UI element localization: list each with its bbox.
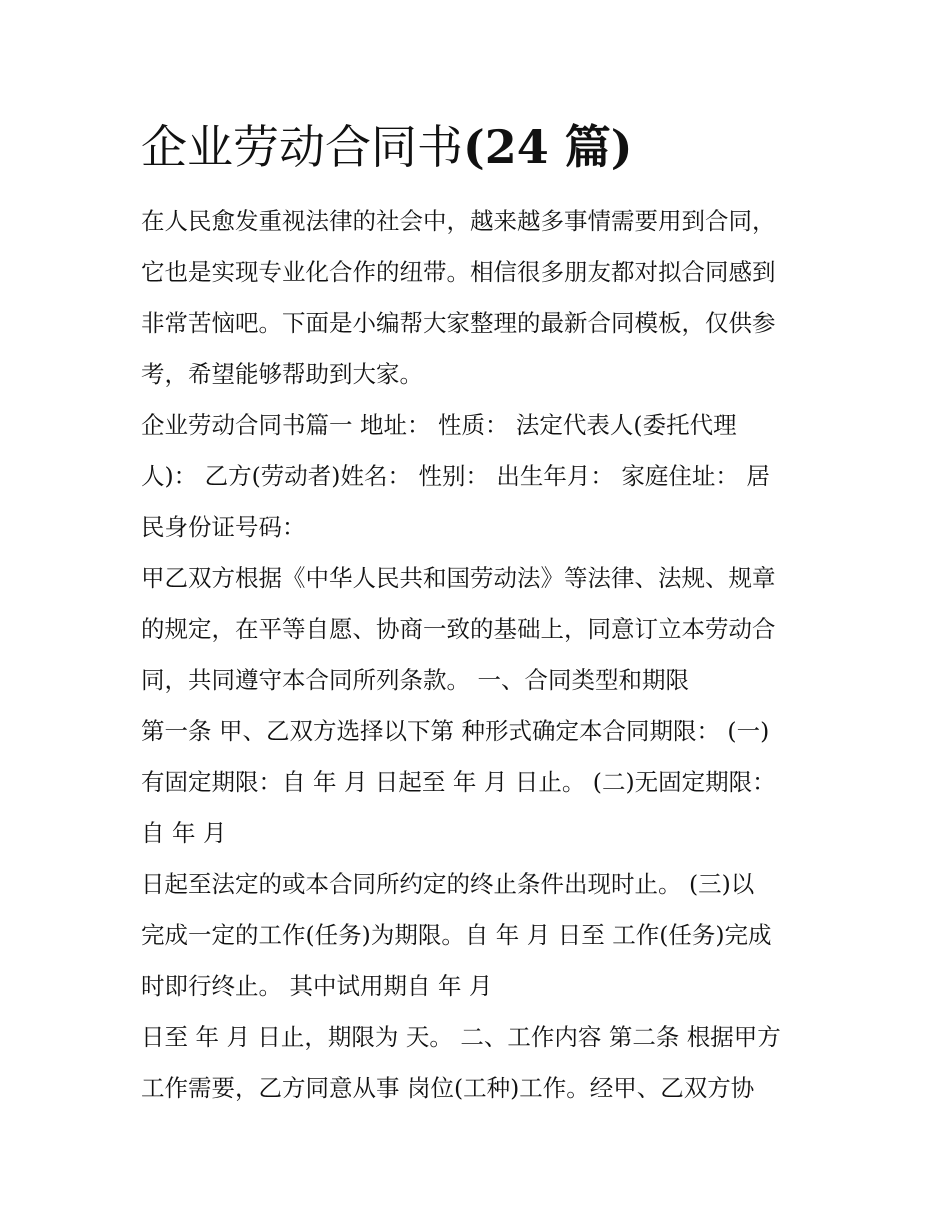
body-line: 它也是实现专业化合作的纽带。相信很多朋友都对拟合同感到 [141,258,776,286]
body-line: 有固定期限：自 年 月 日起至 年 月 日止。 (二)无固定期限： [141,768,776,796]
body-line: 自 年 月 [141,819,227,847]
body-line: 完成一定的工作(任务)为期限。自 年 月 日至 工作(任务)完成 [141,921,772,949]
document-title [141,112,633,182]
body-line: 考，希望能够帮助到大家。 [141,360,423,388]
title-suffix: (24 篇) [463,120,633,174]
body-line: 在人民愈发重视法律的社会中，越来越多事情需要用到合同， [141,207,776,235]
body-line: 的规定，在平等自愿、协商一致的基础上，同意订立本劳动合 [141,615,776,643]
body-line: 第一条 甲、乙双方选择以下第 种形式确定本合同期限： (一) [141,717,770,745]
body-line: 企业劳动合同书篇一 地址： 性质： 法定代表人(委托代理 [141,411,737,439]
body-line: 同，共同遵守本合同所列条款。 一、合同类型和期限 [141,666,689,694]
body-line: 时即行终止。 其中试用期自 年 月 [141,972,493,1000]
body-line: 工作需要，乙方同意从事 岗位(工种)工作。经甲、乙双方协 [141,1074,755,1102]
title-main: 企业劳动合同书 [141,120,463,174]
body-line: 民身份证号码： [141,513,306,541]
body-line: 非常苦恼吧。下面是小编帮大家整理的最新合同模板，仅供参 [141,309,776,337]
body-line: 日至 年 月 日止，期限为 天。 二、工作内容 第二条 根据甲方 [141,1023,781,1051]
body-line: 人)： 乙方(劳动者)姓名： 性别： 出生年月： 家庭住址： 居 [141,462,770,490]
body-line: 日起至法定的或本合同所约定的终止条件出现时止。 (三)以 [141,870,755,898]
body-line: 甲乙双方根据《中华人民共和国劳动法》等法律、法规、规章 [141,564,776,592]
